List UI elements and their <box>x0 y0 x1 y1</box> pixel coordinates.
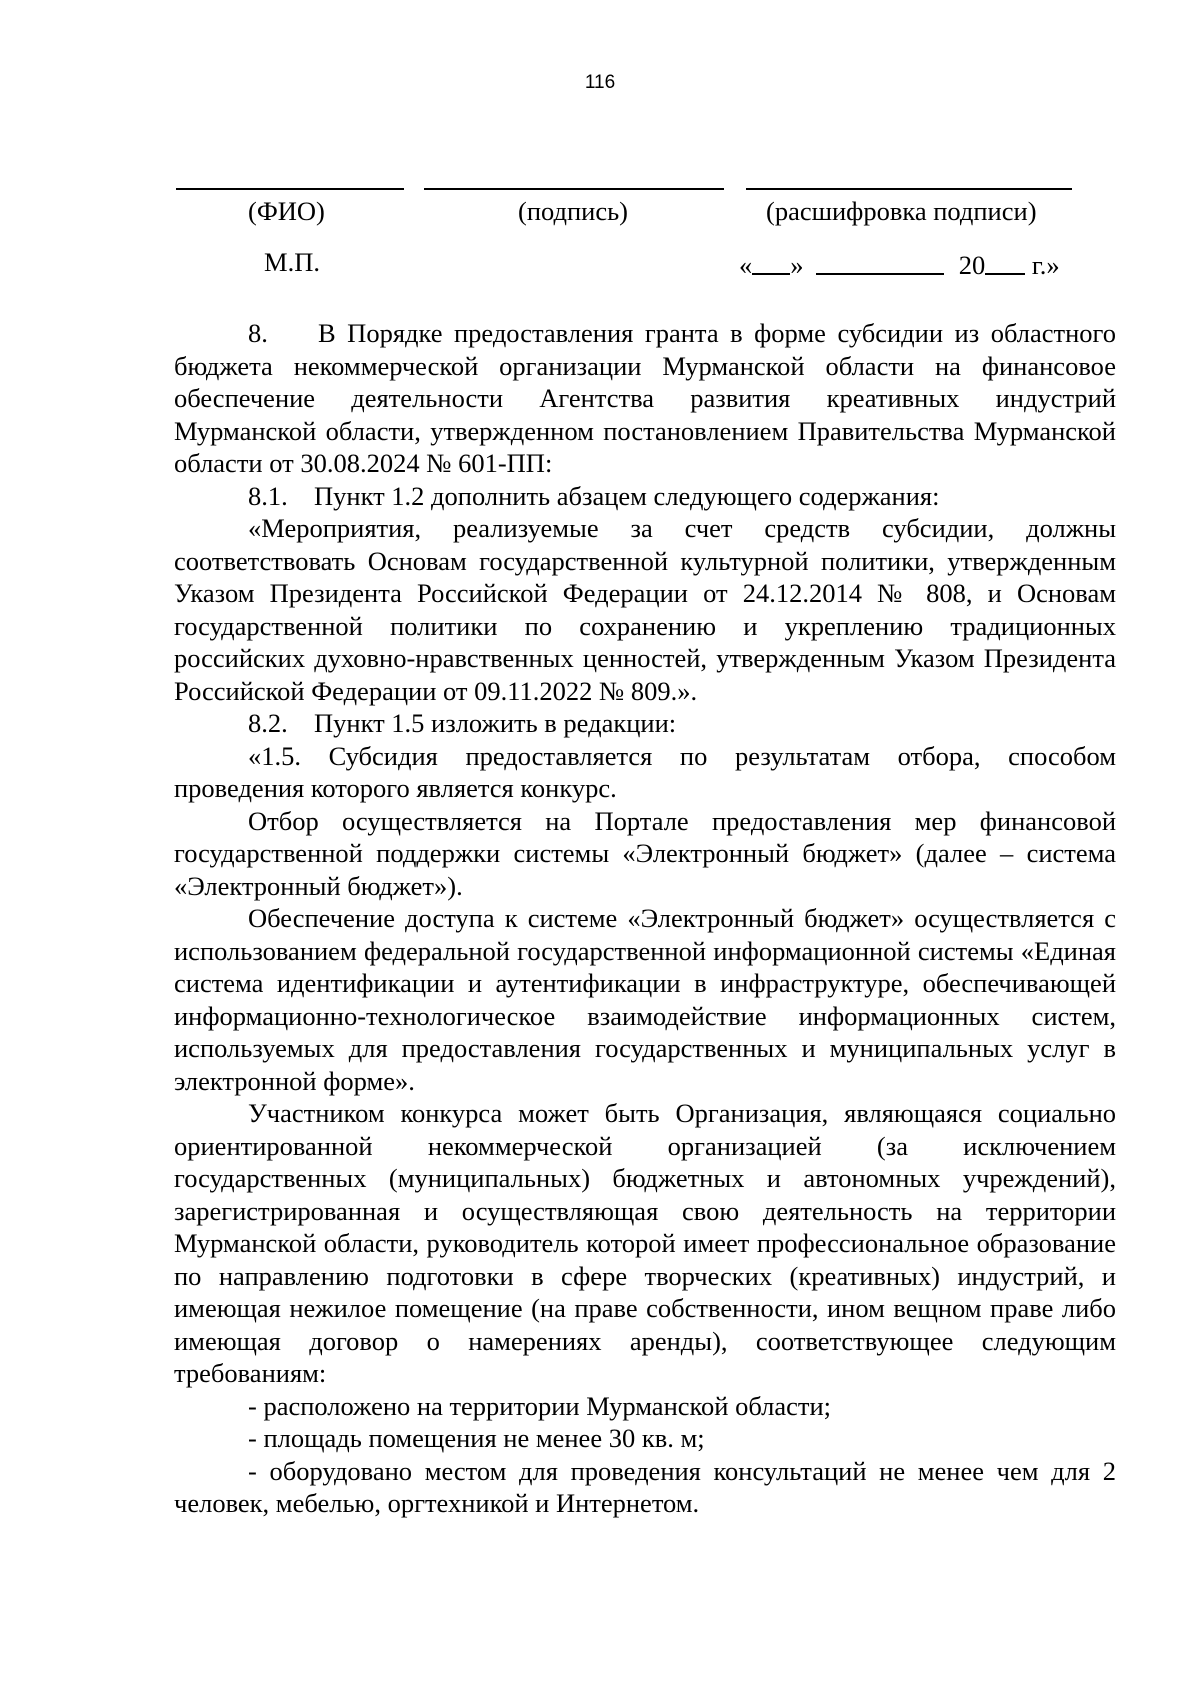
date-open-quote: « <box>739 250 753 280</box>
signature-transcript-label: (расшифровка подписи) <box>766 196 1037 226</box>
document-body <box>174 317 1116 1520</box>
signature-transcript-line <box>746 188 1072 190</box>
day-blank <box>752 247 790 275</box>
paragraph-1-5: «1.5. Субсидия предоставляется по результатам отбора, способом проведения которого является конкурс. <box>174 740 1116 803</box>
requirement-area: - площадь помещения не менее 30 кв. м; <box>248 1423 705 1453</box>
requirement-location: - расположено на территории Мурманской области; <box>248 1390 832 1421</box>
item-8-1-text: Пункт 1.2 дополнить абзацем следующего содержания: <box>314 480 940 511</box>
item-8-1-number: 8.1. <box>248 480 288 511</box>
item-8-1 <box>174 480 1116 513</box>
fio-label: (ФИО) <box>248 196 325 226</box>
section-8 <box>174 317 1116 480</box>
date-field <box>739 247 1060 281</box>
paragraph-access: Обеспечение доступа к системе «Электронный бюджет» осуществляется с использованием федеральной государственной информационной системы «Единая система идентификации и аутентификации в инфраструктуре, обеспечивающей информационно-технологическое взаимодействие информационных систем, используемых для предоставления государственных и муниципальных услуг в электронной форме». <box>174 903 1116 1096</box>
item-8-2-text: Пункт 1.5 изложить в редакции: <box>314 708 677 738</box>
signature-line <box>424 188 724 190</box>
item-8-2-number: 8.2. <box>248 708 288 738</box>
fio-signature-line <box>176 188 404 190</box>
section-8-text: В Порядке предоставления гранта в форме субсидии из областного бюджета некоммерческой организации Мурманской области на финансовое обеспечение деятельности Агентства развития креативных индустрий Мурманской области, утвержденном постановлением Правительства Мурманской области от 30.08.2024 № 601-ПП: <box>174 318 1116 478</box>
year-prefix: 20 <box>958 250 986 280</box>
signature-label: (подпись) <box>518 196 629 226</box>
paragraph-participant: Участником конкурса может быть Организация, являющаяся социально ориентированной некоммерческой организацией (за исключением государственных (муниципальных) бюджетных и автономных учреждений), зарегистрированная и осуществляющая свою деятельность на территории Мурманской области, руководитель которой имеет профессиональное образование по направлению подготовки в сфере творческих (креативных) индустрий, и имеющая нежилое помещение (на праве собственности, ином вещном праве либо имеющая договор о намерениях аренды), соответствующее следующим требованиям: <box>174 1098 1116 1388</box>
year-blank <box>985 247 1025 275</box>
year-suffix: г.» <box>1031 250 1060 280</box>
item-8-2 <box>174 707 1116 740</box>
item-8-1-quote: «Мероприятия, реализуемые за счет средств субсидии, должны соответствовать Основам государственной культурной политики, утвержденным Указом Президента Российской Федерации от 24.12.2014 № 808, и Основам государственной политики по сохранению и укреплению традиционных российских духовно-нравственных ценностей, утвержденным Указом Президента Российской Федерации от 09.11.2022 № 809.». <box>174 513 1116 706</box>
page-number: 116 <box>584 72 616 93</box>
date-close-quote: » <box>790 250 804 280</box>
requirement-equipment: - оборудовано местом для проведения консультаций не менее чем для 2 человек, мебелью, оргтехникой и Интернетом. <box>174 1455 1116 1518</box>
paragraph-selection-portal: Отбор осуществляется на Портале предоставления мер финансовой государственной поддержки системы «Электронный бюджет» (далее – система «Электронный бюджет»). <box>174 805 1116 901</box>
section-8-number: 8. <box>248 318 268 348</box>
month-blank <box>816 247 944 275</box>
stamp-label: М.П. <box>264 247 320 277</box>
